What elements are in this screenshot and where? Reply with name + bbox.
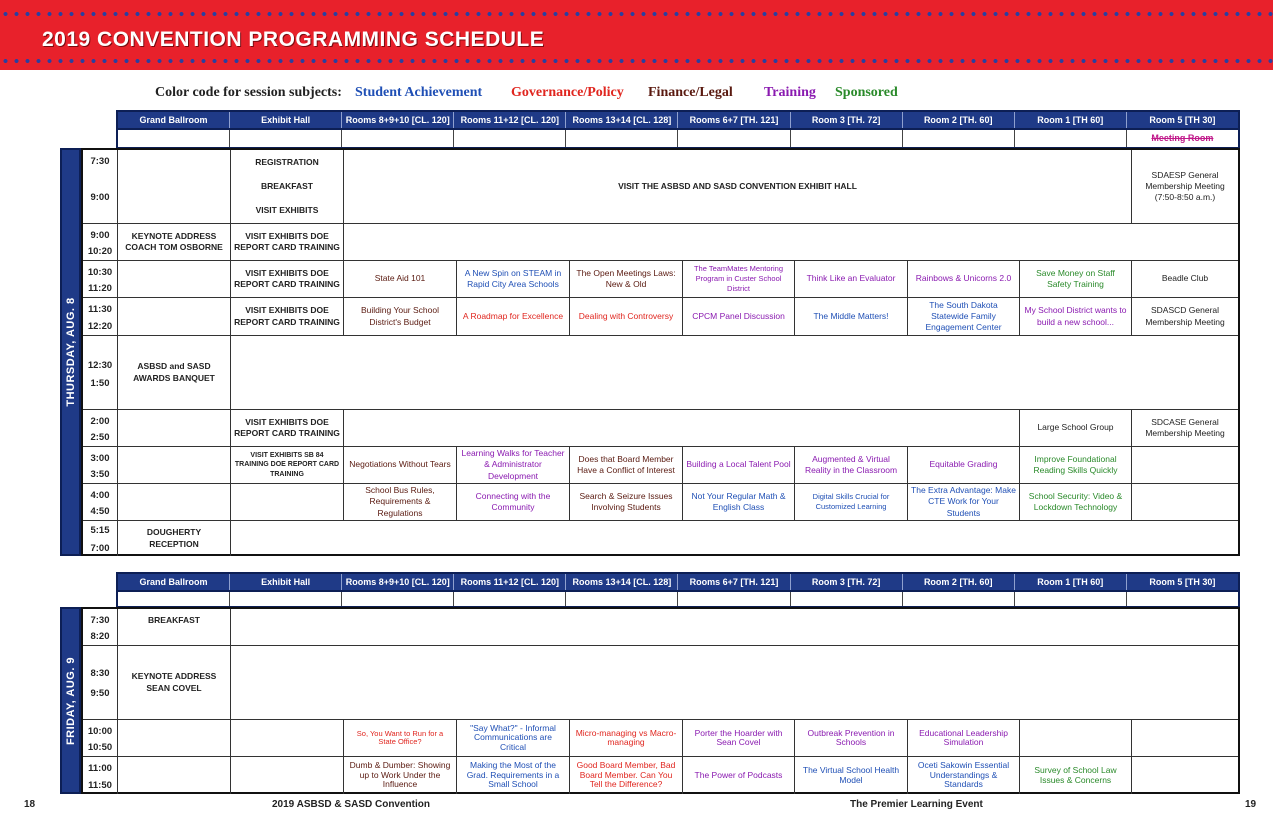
day-label-friday: FRIDAY, AUG. 9 [60,607,81,794]
ballroom-event: DOUGHERTY RECEPTION [118,521,231,556]
time-slot: 9:00 10:20 [83,224,118,260]
col-rooms-13-14: Rooms 13+14 [CL. 128] [566,574,678,590]
col-rooms-8-9-10: Rooms 8+9+10 [CL. 120] [342,574,454,590]
session-cell: The Open Meetings Laws: New & Old [570,261,683,297]
friday-subheader [116,592,1240,608]
session-cell: "Say What?" - Informal Communications are Critical [457,720,570,756]
friday-schedule [81,607,1240,794]
session-cell: Save Money on Staff Safety Training [1020,261,1132,297]
session-cell: The TeamMates Mentoring Program in Custer School District [683,261,795,297]
table-row [83,261,1238,298]
session-cell: The Extra Advantage: Make CTE Work for Your Students [908,484,1020,520]
time-slot: 12:30 1:50 [83,336,118,409]
session-cell: Porter the Hoarder with Sean Covel [683,720,795,756]
thursday-subheader [116,130,1240,149]
col-room-1: Room 1 [TH 60] [1015,574,1127,590]
col-room-5: Room 5 [TH 30] [1149,577,1216,587]
session-cell: Learning Walks for Teacher & Administrator Development [457,447,570,483]
time-slot: 7:30 8:20 [83,609,118,645]
exhibit-hall-span: VISIT THE ASBSD AND SASD CONVENTION EXHIBIT HALL [344,150,1132,223]
table-row [83,720,1238,757]
time-slot: 3:00 3:50 [83,447,118,483]
time-slot: 5:15 7:00 [83,521,118,556]
session-cell: Beadle Club [1161,273,1209,284]
ballroom-event: KEYNOTE ADDRESS SEAN COVEL [118,646,231,719]
table-row [83,521,1238,556]
time-slot: 10:00 10:50 [83,720,118,756]
session-cell: Search & Seizure Issues Involving Students [570,484,683,520]
session-cell: Oceti Sakowin Essential Understandings & Standards [908,757,1020,794]
time-slot: 11:00 11:50 [83,757,118,794]
session-cell: Connecting with the Community [457,484,570,520]
session-cell: Good Board Member, Bad Board Member. Can You Tell the Difference? [570,757,683,794]
day-label-thursday: THURSDAY, AUG. 8 [60,148,81,556]
footer-right-text: The Premier Learning Event [850,799,983,810]
col-grand-ballroom: Grand Ballroom [118,574,230,590]
ballroom-event: KEYNOTE ADDRESS COACH TOM OSBORNE [118,224,231,260]
legend-sponsored: Sponsored [835,85,898,100]
session-cell: Micro-managing vs Macro-managing [570,720,683,756]
footer-left-text: 2019 ASBSD & SASD Convention [272,799,430,810]
session-cell: The Virtual School Health Model [795,757,908,794]
col-room-2: Room 2 [TH. 60] [903,112,1015,128]
decorative-dots-bottom [0,58,1273,64]
session-cell: The Power of Podcasts [683,757,795,794]
col-rooms-11-12: Rooms 11+12 [CL. 120] [454,112,566,128]
meeting-room-note: Meeting Room [1151,133,1214,143]
time-slot: 8:30 9:50 [83,646,118,719]
table-row [83,646,1238,720]
col-room-3: Room 3 [TH. 72] [791,112,903,128]
ballroom-event: ASBSD and SASD AWARDS BANQUET [118,336,231,409]
exhibit-cell: VISIT EXHIBITS DOE REPORT CARD TRAINING [231,298,344,335]
session-cell: SDASCD General Membership Meeting [1145,305,1225,327]
exhibit-cell: VISIT EXHIBITS DOE REPORT CARD TRAINING [231,224,344,260]
time-slot: 2:00 2:50 [83,410,118,446]
session-cell: Survey of School Law Issues & Concerns [1020,757,1132,794]
ballroom-event: BREAKFAST [118,609,231,645]
session-cell: Think Like an Evaluator [795,261,908,297]
legend-governance-policy: Governance/Policy [511,85,624,100]
exhibit-cell: REGISTRATION BREAKFAST VISIT EXHIBITS [231,150,344,223]
session-cell: Improve Foundational Reading Skills Quickly [1020,447,1132,483]
session-cell: Rainbows & Unicorns 2.0 [908,261,1020,297]
thursday-schedule [81,148,1240,556]
session-cell: Does that Board Member Have a Conflict of Interest [570,447,683,483]
table-row [83,410,1238,447]
session-cell: CPCM Panel Discussion [683,298,795,335]
session-cell: Dealing with Controversy [570,298,683,335]
time-slot: 10:30 11:20 [83,261,118,297]
session-cell: Equitable Grading [908,447,1020,483]
table-row [83,224,1238,261]
session-cell: A New Spin on STEAM in Rapid City Area Schools [457,261,570,297]
session-cell: The South Dakota Statewide Family Engagement Center [908,298,1020,335]
table-row [83,298,1238,336]
friday-column-header [116,572,1240,592]
session-cell: Building a Local Talent Pool [683,447,795,483]
session-cell: So, You Want to Run for a State Office? [344,720,457,756]
session-cell: Large School Group [1020,410,1132,446]
thursday-column-header [116,110,1240,130]
col-rooms-8-9-10: Rooms 8+9+10 [CL. 120] [342,112,454,128]
col-room-3: Room 3 [TH. 72] [791,574,903,590]
session-cell: Dumb & Dumber: Showing up to Work Under the Influence [344,757,457,794]
col-grand-ballroom: Grand Ballroom [118,112,230,128]
session-cell: Digital Skills Crucial for Customized Learning [795,484,908,520]
session-cell: SDAESP General Membership Meeting (7:50-8:50 a.m.) [1145,169,1225,203]
exhibit-cell: VISIT EXHIBITS SB 84 TRAINING DOE REPORT CARD TRAINING [231,447,344,483]
page-number-right: 19 [1245,799,1257,810]
session-cell: My School District wants to build a new school... [1020,298,1132,335]
table-row [83,447,1238,484]
table-row [83,609,1238,646]
page-number-left: 18 [24,799,36,810]
page-title: 2019 CONVENTION PROGRAMMING SCHEDULE [42,28,545,51]
session-cell: State Aid 101 [344,261,457,297]
time-slot: 11:30 12:20 [83,298,118,335]
session-cell: Educational Leadership Simulation [908,720,1020,756]
table-row [83,757,1238,794]
session-cell: School Bus Rules, Requirements & Regulations [344,484,457,520]
col-exhibit-hall: Exhibit Hall [230,112,342,128]
time-slot: 7:30 9:00 [83,150,118,223]
table-row [83,150,1238,224]
table-row [83,336,1238,410]
legend-student-achievement: Student Achievement [355,85,483,100]
col-rooms-6-7: Rooms 6+7 [TH. 121] [678,574,790,590]
session-cell: Making the Most of the Grad. Requirements in a Small School [457,757,570,794]
col-rooms-6-7: Rooms 6+7 [TH. 121] [678,112,790,128]
exhibit-cell: VISIT EXHIBITS DOE REPORT CARD TRAINING [231,261,344,297]
col-room-2: Room 2 [TH. 60] [903,574,1015,590]
col-rooms-13-14: Rooms 13+14 [CL. 128] [566,112,678,128]
session-cell: School Security: Video & Lockdown Technology [1020,484,1132,520]
col-exhibit-hall: Exhibit Hall [230,574,342,590]
legend-training: Training [764,85,816,100]
header-banner [0,0,1273,70]
exhibit-cell: VISIT EXHIBITS DOE REPORT CARD TRAINING [231,410,344,446]
table-row [83,484,1238,521]
session-cell: Outbreak Prevention in Schools [795,720,908,756]
legend-finance-legal: Finance/Legal [648,85,733,100]
session-cell: Not Your Regular Math & English Class [683,484,795,520]
session-cell: Building Your School District's Budget [344,298,457,335]
session-cell: Augmented & Virtual Reality in the Classroom [795,447,908,483]
session-cell: SDCASE General Membership Meeting [1145,416,1225,438]
session-cell: Negotiations Without Tears [344,447,457,483]
decorative-dots-top [0,11,1273,17]
legend-label: Color code for session subjects: [155,85,342,100]
col-room-5: Room 5 [TH 30] [1149,115,1216,125]
time-slot: 4:00 4:50 [83,484,118,520]
col-room-1: Room 1 [TH 60] [1015,112,1127,128]
session-cell: The Middle Matters! [795,298,908,335]
session-cell: A Roadmap for Excellence [457,298,570,335]
col-rooms-11-12: Rooms 11+12 [CL. 120] [454,574,566,590]
